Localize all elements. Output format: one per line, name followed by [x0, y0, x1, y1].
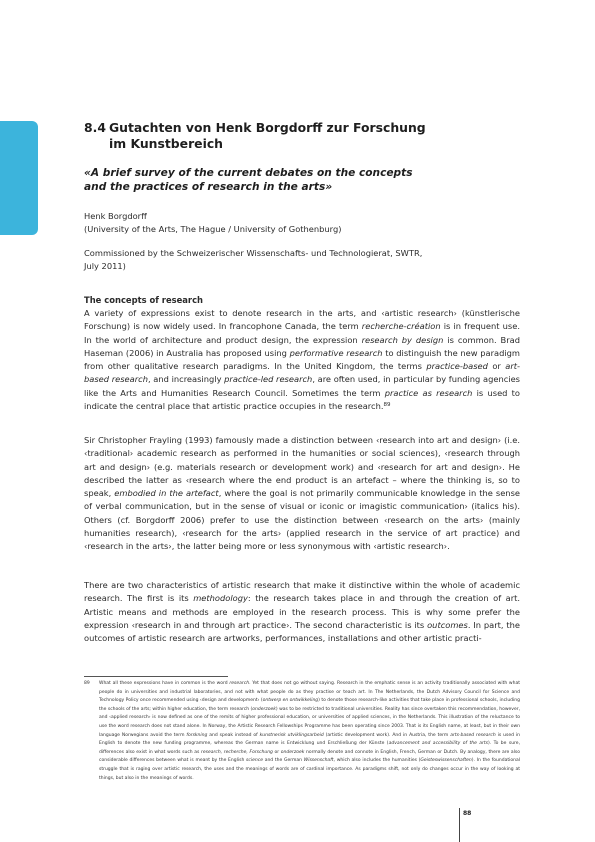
p1-text: is common. Brad Haseman (2006) in Australia has proposed using	[84, 334, 520, 358]
p1-term: research by design	[361, 334, 444, 345]
fn-text: (artistic development work). And in Austria, the term	[323, 732, 451, 738]
fn-term: forskning	[186, 732, 208, 738]
fn-text: ). To be sure, differences also exist in what words such as	[99, 741, 520, 755]
p2-text: , where the goal is not primarily communicable knowledge in the sense of verbal communication, but in the sense of visual or iconic or imagistic communication› (italics his). Others (cf. Borgdorff 2006) prefer to use the distinction between ‹research on the arts› (mainly humanities research), ‹research for the arts› (applied research in the service of art practice) and ‹research in the arts›, the latter being more or less synonymous with ‹artistic research›.	[84, 488, 520, 552]
fn-term: advancement and accessibility of the arts	[388, 741, 488, 747]
footnote-number: 89	[84, 681, 90, 686]
author-block	[84, 210, 520, 236]
heading-line-1	[84, 120, 504, 136]
author-name: Henk Borgdorff	[84, 211, 147, 221]
fn-term: ontwerp en ontwikkeling	[262, 698, 319, 704]
heading-text-1: Gutachten von Henk Borgdorff zur Forschung	[109, 120, 426, 135]
fn-term: onderzoek	[280, 749, 305, 755]
paragraph-1	[84, 307, 520, 413]
fn-text: or	[272, 749, 281, 755]
paragraph-3	[84, 579, 520, 645]
p1-term: practice-based	[426, 361, 488, 372]
commission-line-1: Commissioned by the Schweizerischer Wissenschafts- und Technologierat, SWTR,	[84, 248, 423, 258]
p1-text: or	[487, 361, 506, 372]
fn-term: arts-based research	[450, 732, 496, 738]
fn-term: kunstnerisk utviklingsarbeid	[259, 732, 324, 738]
fn-text: normally denote and connote in English, French, German or Dutch. By analogy, there are also considerable differences between what is meant by the English	[99, 749, 521, 764]
subtitle-line-2: and the practices of research in the arts»	[84, 181, 333, 193]
p1-term: performative research	[289, 347, 383, 358]
fn-term: Wissenschaft	[303, 758, 334, 764]
p1-term: practice as research	[384, 387, 473, 398]
fn-text: and the German	[262, 758, 304, 764]
fn-text: What all these expressions have in common is the word	[99, 681, 230, 686]
fn-text: and speak instead of	[207, 732, 260, 738]
p1-text: , are often used, in particular by funding agencies like the Arts and Humanities Research Council. Sometimes the term	[84, 374, 520, 398]
commission-note	[84, 247, 520, 273]
fn-text: . Yet that does not go without saying. Research in the emphatic sense is an activity traditionally associated with what people do in universities and industrial laboratories, and not with what people do as they practise or teach art. In The Netherlands, the Dutch Advisory Council for Science and Technology Policy once recommended using ‹design and development› (	[99, 681, 520, 704]
chapter-color-tab	[0, 121, 38, 235]
subsection-title: The concepts of research	[84, 295, 203, 305]
p1-term: practice-led research	[224, 374, 313, 385]
fn-term: onderzoek	[252, 706, 276, 712]
fn-text: , which also includes the humanities (	[333, 758, 421, 764]
p1-text: is in frequent use. In the world of architecture and product design, the expression	[84, 321, 520, 345]
footnote-89	[84, 680, 520, 783]
fn-text: is used in English to denote the new funding programme, whereas the German name is Entwicklung und Erschließung der Künste (	[99, 732, 521, 747]
p1-text: , and increasingly	[147, 374, 225, 385]
fn-term: science	[246, 758, 263, 764]
footnote-ref[interactable]: 89	[383, 402, 391, 409]
fn-text: ) to denote those research-like activities that take place in professional schools, including the schools of the arts; within higher education, the term research (	[99, 698, 520, 712]
p1-text: is used to indicate the central place that artistic practice occupies in the research.	[84, 387, 520, 412]
subtitle-line-1: «A brief survey of the current debates on the concepts	[84, 167, 413, 179]
fn-text: ) was to be restricted to traditional universities. Reality has since overtaken this recommendation, however, and ‹applied research› is now defined as one of the remits of higher professional education, or universities of applied sciences, in the Netherlands. This illustration of the reluctance to use the word research does not stand alone. In Norway, the Artistic Research Fellowships Programme has been operating since 2003. That is its English name, at least, but in their own language Norwegians avoid the term	[99, 706, 521, 738]
section-number: 8.4	[84, 120, 106, 135]
p2-text: Sir Christopher Frayling (1993) famously made a distinction between ‹research into art and design› (i.e. ‹traditional› academic research as performed in the humanities or social sciences), ‹research through art and design› (e.g. materials research or development work) and ‹research for art and design›. He described the latter as ‹research where the end product is an artefact – where the thinking is, so to speak,	[84, 435, 520, 499]
p1-term: recherche-création	[361, 321, 441, 332]
p3-term: outcomes	[427, 619, 468, 630]
section-subtitle	[84, 166, 524, 194]
p2-term: embodied in the artefact	[114, 488, 219, 499]
fn-text: ). In the foundational struggle that is raging over artistic research, the uses and the meanings of words are of cardinal importance. As paradigms shift, not only do changes occur in the way of looking at things, but also in the meanings of words.	[99, 758, 521, 781]
fn-term: Geisteswissenschaften	[420, 758, 472, 764]
p1-text: to distinguish the new paradigm from other qualitative research paradigms. In the United Kingdom, the terms	[84, 347, 520, 372]
page-number: 88	[463, 810, 472, 817]
commission-line-2: July 2011)	[84, 261, 126, 271]
fn-term: research	[229, 681, 250, 686]
p3-text: There are two characteristics of artistic research that make it distinctive within the whole of academic research. The first is its	[84, 580, 520, 604]
p3-text: . In part, the outcomes of artistic research are artworks, performances, installations and other artistic practi-	[84, 619, 520, 644]
section-heading	[84, 120, 504, 152]
p1-text: A variety of expressions exist to denote research in the arts, and ‹artistic research› (künstlerische Forschung) is now widely used. In francophone Canada, the term	[84, 308, 520, 332]
footnote-body	[99, 680, 520, 783]
page-number-rule	[459, 808, 460, 842]
author-affiliation: (University of the Arts, The Hague / University of Gothenburg)	[84, 224, 342, 234]
p1-term: art-based research	[84, 361, 520, 385]
paragraph-2	[84, 434, 520, 554]
p3-term: methodology	[193, 593, 248, 604]
footnote-divider	[84, 676, 228, 677]
p3-text: : the research takes place in and through the creation of art. Artistic means and methods are employed in the research process. This is why some prefer the expression ‹research in and through art practice›. The second characteristic is its	[84, 593, 521, 630]
fn-term: research, recherche, Forschung	[201, 749, 273, 755]
heading-line-2: im Kunstbereich	[109, 136, 223, 151]
